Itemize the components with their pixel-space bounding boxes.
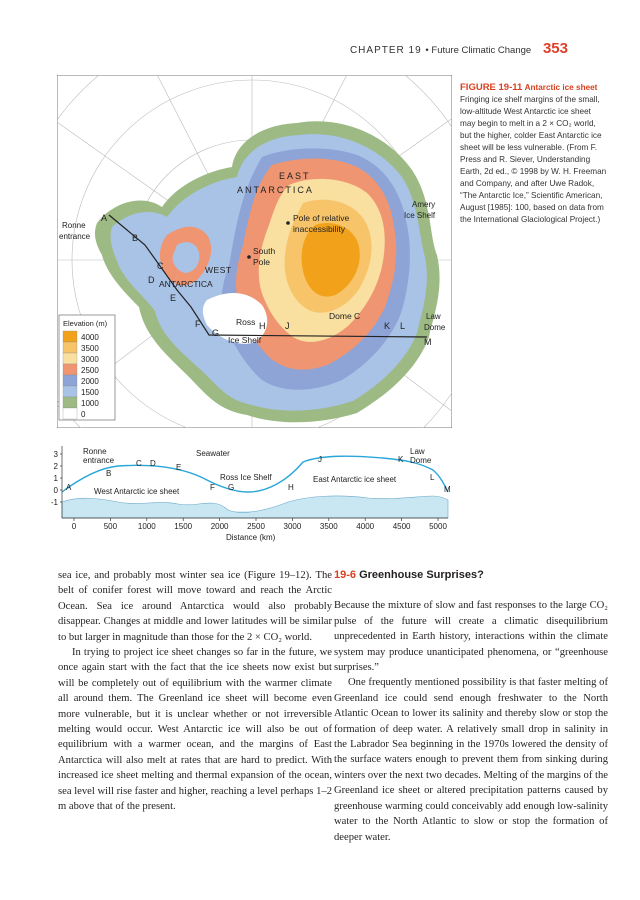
map-label-law-1: Law xyxy=(426,312,441,321)
map-point-h: H xyxy=(259,321,266,331)
legend-label-4000: 4000 xyxy=(81,333,99,342)
legend-title: Elevation (m) xyxy=(63,319,108,328)
right-paragraph-2: One frequently mentioned possibility is that faster melting of Greenland ice could send enough freshwater to the North Atlantic Ocean to lower its salinity and thereby slow or stop the formation of deep water. A relatively small drop in salinity in the Labrador Sea beginning in the 1970s lowered the density of the surface waters enough to prevent them from sinking during winters over the next two decades. Melting of the margins of the Greenland ice sheet or altered precipitation patterns caused by greenhouse warming could conceivably add enough low-salinity water to the North Atlantic to slow or stop the formation of deeper water. xyxy=(334,677,608,843)
legend-swatch-3000 xyxy=(63,353,77,364)
profile-ytick-label: 2 xyxy=(53,462,58,471)
cross-section-profile xyxy=(38,440,458,548)
profile-point-a: A xyxy=(66,483,72,492)
profile-xtick-label: 5000 xyxy=(429,522,447,531)
profile-xtick-label: 3500 xyxy=(319,522,338,531)
map-point-k: K xyxy=(384,321,391,331)
profile-xtick-label: 2000 xyxy=(210,522,229,531)
profile-ytick-label: 1 xyxy=(53,474,58,483)
figure-label: FIGURE 19-11 xyxy=(460,82,523,93)
profile-law-1: Law xyxy=(410,447,425,456)
profile-law-2: Dome xyxy=(410,456,432,465)
map-label-ronne-1: Ronne xyxy=(62,221,86,230)
map-label-ross-2: Ice Shelf xyxy=(228,335,262,345)
map-label-east: EAST xyxy=(279,171,311,181)
map-label-ross-1: Ross xyxy=(236,317,256,327)
profile-point-c: C xyxy=(136,459,142,468)
profile-point-d: D xyxy=(150,459,156,468)
profile-xtick-label: 0 xyxy=(71,522,77,531)
map-label-amery-1: Amery xyxy=(412,200,436,209)
page-number: 353 xyxy=(542,40,568,57)
map-label-ronne-2: entrance xyxy=(59,232,91,241)
chapter-label: CHAPTER 19 xyxy=(349,45,422,56)
map-label-south-1: South xyxy=(253,246,276,256)
legend-swatch-2000 xyxy=(63,375,77,386)
south-pole-dot xyxy=(247,255,251,259)
profile-xlabel: Distance (km) xyxy=(226,533,276,542)
profile-point-k: K xyxy=(398,455,404,464)
figure-caption-text: Fringing ice shelf margins of the small, low-altitude West Antarctic ice sheet may begin to melt in a 2 × CO₂ world, but the higher, colder East Antarctic ice sheet will be less vulnerable. (From F. Press and R. Siever, Understanding Earth, 2d ed., © 1998 by W. H. Freeman and Company, and after Uwe Radok, “The Antarctic Ice,” Scientific American, August [1985]: 100, based on data from the International Glaciological Project.) xyxy=(460,95,607,224)
legend-label-3500: 3500 xyxy=(81,344,99,353)
map-point-b: B xyxy=(132,233,139,243)
figure-title: Antarctic ice sheet xyxy=(524,83,598,92)
map-label-law-2: Dome xyxy=(424,323,446,332)
right-column xyxy=(334,568,608,845)
profile-seawater: Seawater xyxy=(196,449,230,458)
legend-label-0: 0 xyxy=(81,410,86,419)
profile-xtick-label: 1500 xyxy=(174,522,193,531)
map-point-m: M xyxy=(424,337,432,347)
left-column xyxy=(58,568,332,815)
profile-xtick-label: 4500 xyxy=(392,522,411,531)
map-point-f: F xyxy=(195,319,201,329)
profile-point-b: B xyxy=(106,469,112,478)
profile-point-l: L xyxy=(430,473,435,482)
profile-ytick-label: 0 xyxy=(53,486,58,495)
profile-xtick-label: 2500 xyxy=(247,522,265,531)
map-label-west-antarctica: ANTARCTICA xyxy=(159,279,213,289)
legend-swatch-3500 xyxy=(63,342,77,353)
figure-caption xyxy=(460,82,608,226)
map-label-antarctica: ANTARCTICA xyxy=(237,185,314,195)
left-paragraph-2: In trying to project ice sheet changes so far in the future, we once again start with the fact that the ice sheets now exist but will be completely out of equilibrium with the warmer climate all around them. The Greenland ice sheet will become even more vulnerable, but it is unclear whether or not irreversible melting would occur. West Antarctic ice will also be out of equilibrium with a warmer ocean, and the margins of East Antarctica will also melt at rates that are hard to predict. With increased ice sheet melting and thermal expansion of the ocean, sea level will rise faster and higher, reaching a level perhaps 1–2 m above that of the present. xyxy=(58,647,332,813)
profile-xtick-label: 4000 xyxy=(356,522,375,531)
map-label-dome-c: Dome C xyxy=(329,311,361,321)
map-point-d: D xyxy=(148,275,155,285)
section-title: Greenhouse Surprises? xyxy=(359,569,484,581)
legend-swatch-1000 xyxy=(63,397,77,408)
profile-west-sheet: West Antarctic ice sheet xyxy=(94,487,180,496)
profile-ronne-1: Ronne xyxy=(83,447,107,456)
running-header: CHAPTER 19 • Future Climatic Change 353 xyxy=(349,40,568,57)
map-label-south-2: Pole xyxy=(253,257,271,267)
legend-swatch-2500 xyxy=(63,364,77,375)
profile-point-m: M xyxy=(444,485,451,494)
legend-swatch-0 xyxy=(63,408,77,419)
chapter-title: Future Climatic Change xyxy=(431,45,532,56)
map-point-a: A xyxy=(101,213,108,223)
map-point-j: J xyxy=(285,321,290,331)
profile-bedrock xyxy=(62,496,448,518)
legend-swatch-1500 xyxy=(63,386,77,397)
profile-ross: Ross Ice Shelf xyxy=(220,473,272,482)
profile-xtick-label: 3000 xyxy=(283,522,302,531)
pole-inaccessibility-dot xyxy=(286,221,290,225)
legend-label-2500: 2500 xyxy=(81,366,99,375)
left-paragraph-1: sea ice, and probably most winter sea ice (Figure 19–12). The belt of conifer forest will move toward and reach the Arctic Ocean. Sea ice around Antarctica would also probably disappear. Changes at middle and lower latitudes will be similar to but larger in magnitude than those for the 2 × CO₂ world. xyxy=(58,570,332,643)
legend-swatch-4000 xyxy=(63,331,77,342)
map-point-l: L xyxy=(400,321,406,331)
profile-point-g: G xyxy=(228,483,235,492)
map-label-pole-inacc-1: Pole of relative xyxy=(293,213,350,223)
legend-label-1500: 1500 xyxy=(81,388,99,397)
map-point-c: C xyxy=(157,261,164,271)
map-label-west: WEST xyxy=(205,265,232,275)
antarctica-map xyxy=(57,75,452,428)
profile-ronne-2: entrance xyxy=(83,456,115,465)
map-point-e: E xyxy=(170,293,177,303)
elevation-legend xyxy=(59,315,115,420)
profile-xtick-label: 500 xyxy=(103,522,118,531)
profile-point-j: J xyxy=(318,455,322,464)
map-label-amery-2: Ice Shelf xyxy=(404,211,436,220)
profile-ytick-label: 3 xyxy=(53,450,58,459)
right-paragraph-1: Because the mixture of slow and fast responses to the large CO₂ pulse of the future will create a climatic disequilibrium unprecedented in Earth history, interactions within the climate system may produce unanticipated phenomena, or “greenhouse surprises.” xyxy=(334,600,608,674)
legend-label-3000: 3000 xyxy=(81,355,99,364)
legend-label-1000: 1000 xyxy=(81,399,99,408)
profile-point-h: H xyxy=(288,483,294,492)
map-point-g: G xyxy=(212,328,220,338)
legend-label-2000: 2000 xyxy=(81,377,99,386)
section-heading xyxy=(334,568,608,583)
profile-point-f: F xyxy=(210,483,215,492)
profile-xtick-label: 1000 xyxy=(137,522,156,531)
profile-ytick-label: -1 xyxy=(50,498,58,507)
section-number: 19-6 xyxy=(334,569,357,581)
map-label-pole-inacc-2: inaccessibility xyxy=(293,224,345,234)
profile-point-e: E xyxy=(176,463,182,472)
profile-east-sheet: East Antarctic ice sheet xyxy=(313,475,397,484)
